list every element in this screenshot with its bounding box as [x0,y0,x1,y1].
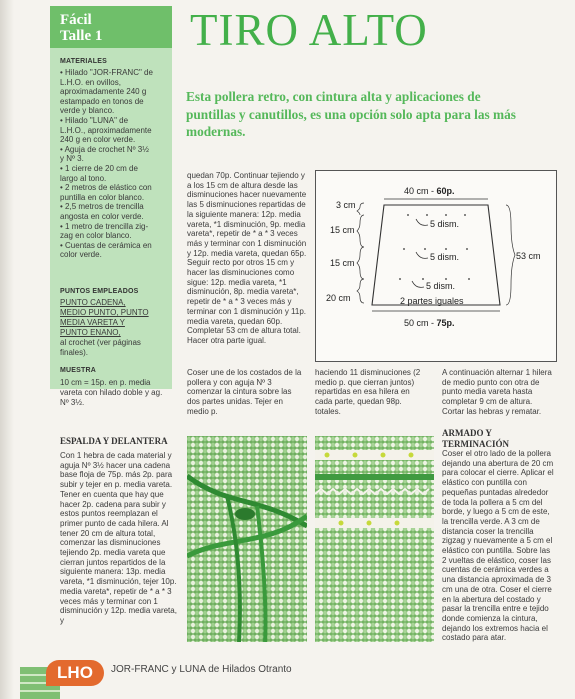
stitches-list [60,298,170,358]
skirt-schematic [315,170,557,362]
material-item: • Hilado "LUNA" de [60,115,129,125]
instructions-column-4: A continuación alternar 1 hilera de medio punto con otra de punto media vareta hasta completar 9 cm de altura. Cortar las hebras y rematar. [442,368,552,416]
stitch-item: MEDIA VARETA Y [60,318,125,327]
material-item: L.H.O. en ovillos, [60,77,121,87]
sidebar-header [50,6,172,48]
material-item: • 1 metro de trencilla zig- [60,221,149,231]
decrease-label-1: 5 dism. [430,219,460,229]
top-width-label: 40 cm - 60p. [404,186,455,196]
material-item: largo al tono. [60,173,107,183]
stitch-item: PUNTO CADENA, [60,298,126,307]
assembly-instructions: Coser el otro lado de la pollera dejando una abertura de 20 cm para colocar el cierre. Aplicar el elástico con puntilla con pequeñas puntadas alrededor de toda la pollera a 5 cm del borde, y luego a 5 cm de este, la trencilla verde. A 3 cm de distancia coser la trencilla zigzag y nuevamente a 5 cm el elástico con puntilla. Sobre las 2 vueltas de elástico, coser las cuentas de cerámica verdes a una distancia aproximada de 3 cm una de otra. Coser el cierre en la abertura del costado y pasar la trencilla entre e tejido donde comienza la cintura, dejando los extremos hacia el costado para atar. [442,449,554,643]
detail-photo-lace [315,436,434,642]
stitches-heading: PUNTOS EMPLEADOS [60,288,139,295]
material-item: puntilla en color blanco. [60,192,145,202]
material-item: L.H.O., aproximadamente [60,125,152,135]
material-item: aproximadamente 240 g [60,87,147,97]
lho-logo: LHO [46,660,104,686]
material-item: zag en color blanco. [60,231,132,241]
material-item: angosta en color verde. [60,211,144,221]
gauge-text: 10 cm = 15p. en p. media vareta con hilado doble y ag. Nº 3½. [60,378,163,407]
height-label-4: 20 cm [326,293,351,303]
decrease-label-3: 5 dism. [426,281,456,291]
height-label-1: 3 cm [336,200,356,210]
instructions-column-2: Coser une de los costados de la pollera y con aguja Nº 3 comenzar la cintura sobre las dos partes unidas. Tejer en medio p. [187,368,302,416]
bottom-width-label: 50 cm - 75p. [404,318,455,328]
material-item: estampado en tonos de [60,96,144,106]
parts-note: 2 partes iguales [400,296,464,306]
page-title: TIRO ALTO [190,5,428,55]
material-item: • Cuentas de cerámica en [60,240,152,250]
material-item: color verde. [60,250,102,260]
height-label-3: 15 cm [330,258,355,268]
detail-photo-ribbon [187,436,307,642]
height-label-2: 15 cm [330,225,355,235]
size-label: Talle 1 [60,28,103,44]
material-item: • 2,5 metros de trencilla [60,202,144,212]
page-gutter [0,0,14,699]
material-item: verde y blanco. [60,106,115,116]
footer-brand-text: JOR-FRANC y LUNA de Hilados Otranto [111,664,292,675]
material-item: • 1 cierre de 20 cm de [60,163,138,173]
material-item: • Hilado "JOR-FRANC" de [60,68,153,77]
gauge-heading: MUESTRA [60,367,97,374]
materials-list [60,68,166,260]
stitches-note: al crochet (ver páginas finales). [60,338,141,357]
section-heading-assembly: ARMADO Y TERMINACIÓN [442,428,510,449]
material-item: • Aguja de crochet Nº 3½ [60,144,149,154]
material-item: 240 g en color verde. [60,135,136,145]
materials-heading: MATERIALES [60,58,107,65]
total-height-label: 53 cm [516,251,541,261]
decrease-label-2: 5 dism. [430,252,460,262]
back-front-instructions: Con 1 hebra de cada material y aguja Nº 3½ hacer una cadena base floja de 75p. más 2p. para subir y tejer en p. media vareta. Tener en cuenta que hay que hacer 2p. cadena para subir y estos puntos reemplazan el primer punto de cada hilera. Al tener 20 cm de altura total, comenzar las disminuciones tejiendo 2p. media vareta que cierran juntos repartidos de la siguiente manera: 13p. media vareta, *1 disminución, tejer 10p. media vareta*, repetir de * a * 3 veces más y terminar con 1 disminución y 12p. media vareta, y [60,451,177,625]
section-heading-back-front: ESPALDA Y DELANTERA [60,436,168,446]
material-item: y Nº 3. [60,154,84,164]
materials-sidebar [50,6,172,407]
stitch-item: MEDIO PUNTO, PUNTO [60,308,149,317]
material-item: • 2 metros de elástico con [60,183,152,193]
page-subtitle: Esta pollera retro, con cintura alta y aplicaciones de puntillas y canutillos, es una opción solo apta para las más modernas. [186,89,516,139]
instructions-column-1: quedan 70p. Continuar tejiendo y a los 15 cm de altura desde las disminuciones hacer nuevamente las 5 disminuciones repartidas de la siguiente manera: 12p. media vareta, *1 disminución, 9p. media vareta*, repetir de * a * 3 veces más y terminar con 1 disminución y 12p. media vareta, quedan 65p. Seguir recto por otros 15 cm y hacer las disminuciones como sigue: 12p. media vareta, *1 disminución, 8p. media vareta*, repetir de * a * 3 veces más y terminar con 1 disminución y 11p. media vareta, quedan 60p. Completar 53 cm de altura total. Hacer otra parte igual. [187,171,307,345]
instructions-column-3: haciendo 11 disminuciones (2 medio p. que cierran juntos) repartidas en esa hilera en cada parte, quedan 98p. totales. [315,368,421,416]
difficulty-level: Fácil [60,12,92,28]
stitch-item: PUNTO ENANO, [60,328,121,337]
